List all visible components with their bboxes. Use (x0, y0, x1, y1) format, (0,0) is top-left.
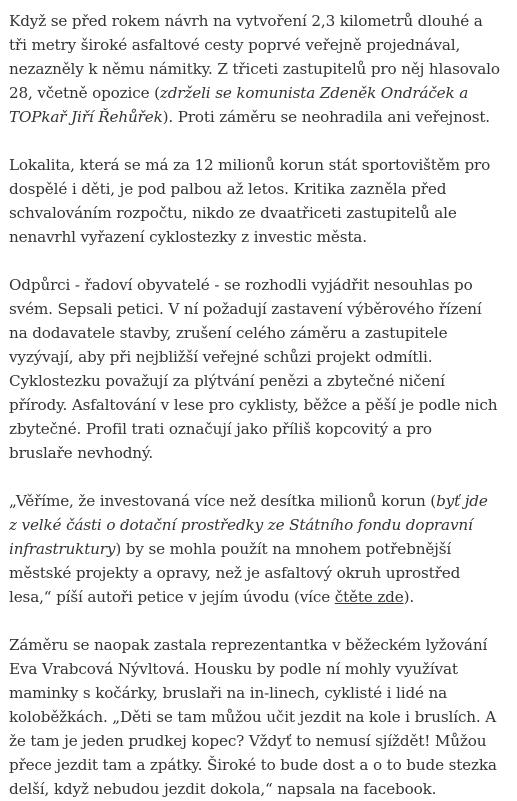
paragraph-1-italic: zdrželi se komunista Zdeněk Ondráček a TOPkař Jiří Řehůřek (9, 84, 469, 126)
paragraph-4-text-a: „Věříme, že investovaná více než desítka milionů korun ( (9, 492, 437, 510)
paragraph-2: Lokalita, která se má za 12 milionů korun stát sportovištěm pro dospělé i děti, je pod palbou až letos. Kritika zazněla před schvalováním rozpočtu, nikdo ze dvaatřiceti zastupitelů ale nenavrhl vyřazení cyklostezky z investic města. (9, 156, 491, 246)
paragraph-1 (9, 9, 500, 129)
paragraph-1-text-a: Když se před rokem návrh na vytvoření 2,3 kilometrů dlouhé a tři metry široké asfaltové cesty poprvé veřejně projednával, nezazněly k němu námitky. Z třiceti zastupitelů pro něj hlasovalo 28, včetně opozice ( (9, 12, 500, 102)
paragraph-4-text-b: ) by se mohla použít na mnohem potřebnější městské projekty a opravy, než je asfaltový okruh uprostřed lesa,“ píší autoři petice v jejím úvodu (více (9, 540, 461, 606)
paragraph-3: Odpůrci - řadoví obyvatelé - se rozhodli vyjádřit nesouhlas po svém. Sepsali petici. V ní požadují zastavení výběrového řízení na dodavatele stavby, zrušení celého záměru a zastupitele vyzývají, aby při nejbližší veřejné schůzi projekt odmítli. Cyklostezku považují za plýtvání penězi a zbytečné ničení přírody. Asfaltování v lese pro cyklisty, běžce a pěší je podle nich zbytečné. Profil trati označují jako příliš kopcovitý a pro bruslaře nevhodný. (9, 276, 498, 462)
read-more-link[interactable]: čtěte zde (334, 588, 404, 606)
paragraph-4-italic: byť jde z velké části o dotační prostředky ze Státního fondu dopravní infrastruktury (9, 492, 488, 558)
paragraph-1-text-b: ). Proti záměru se neohradila ani veřejnost. (162, 108, 490, 126)
paragraph-5: Záměru se naopak zastala reprezentantka v běžeckém lyžování Eva Vrabcová Nývltová. Housku by podle ní mohly využívat maminky s kočárky, bruslaři na in-linech, cyklisté i lidé na koloběžkách. „Děti se tam můžou učit jezdit na kole i bruslích. A že tam je jeden prudkej kopec? Vždyť to nemusí sjíždět! Můžou přece jezdit tam a zpátky. Široké to bude dost a o to bude stezka delší, když nebudou jezdit dokola,“ napsala na facebook. (9, 636, 497, 798)
paragraph-4 (9, 489, 500, 609)
paragraph-4-text-c: ). (403, 588, 415, 606)
